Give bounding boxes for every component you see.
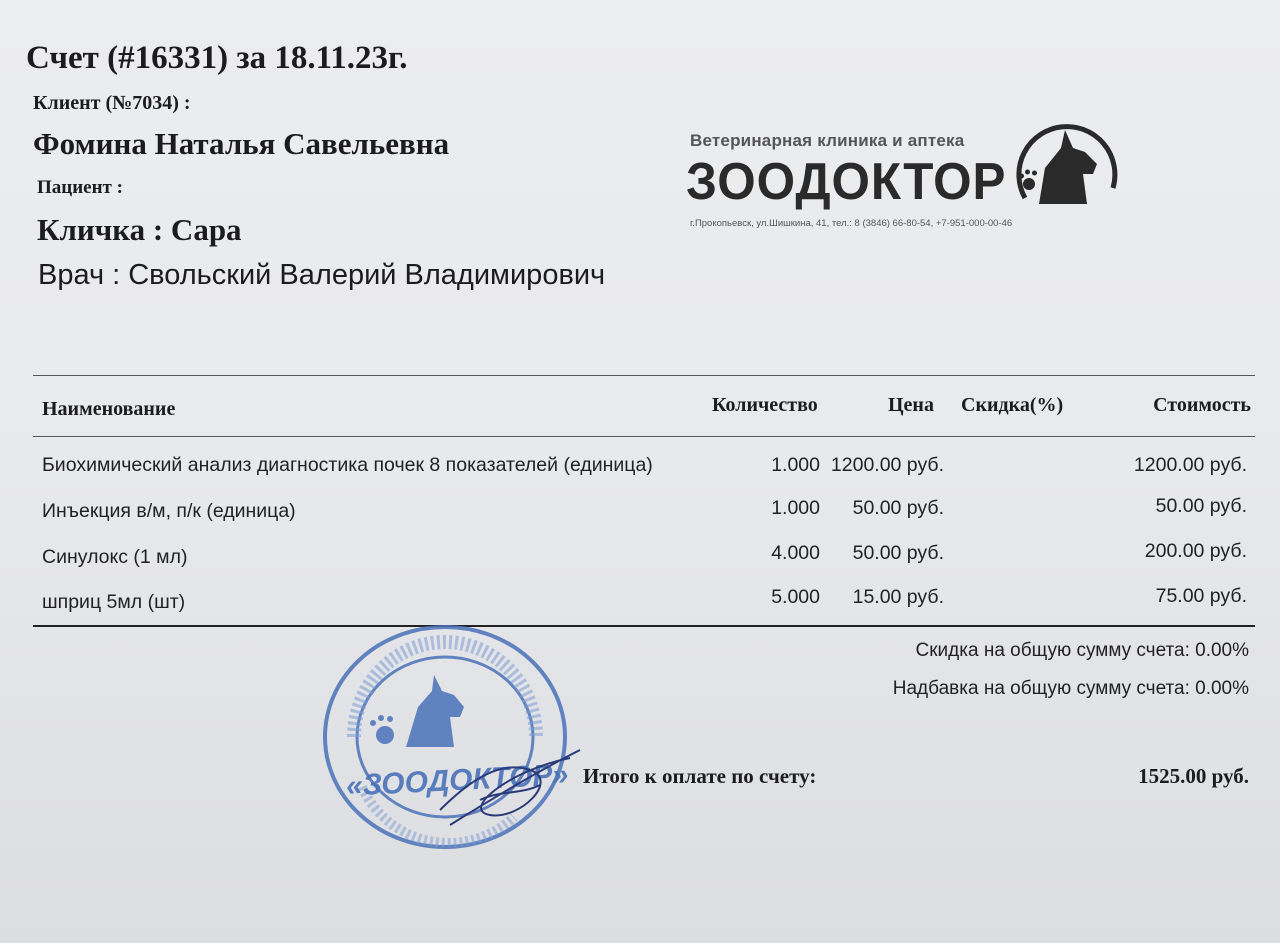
stamp-brand: «ЗООДОКТОР» [345, 758, 570, 803]
pet-name: Кличка : Сара [37, 212, 242, 247]
header-cost: Стоимость [1153, 394, 1251, 416]
markup-summary: Надбавка на общую сумму счета: 0.00% [892, 678, 1249, 699]
row-price: 50.00 руб. [852, 542, 944, 564]
signature [430, 740, 590, 830]
row-price: 15.00 руб. [852, 586, 944, 608]
header-name: Наименование [42, 398, 176, 420]
header-qty: Количество [712, 394, 818, 416]
row-name: Биохимический анализ диагностика почек 8 показателей (единица) [42, 454, 653, 476]
row-price: 50.00 руб. [852, 497, 944, 519]
total-value: 1525.00 руб. [1138, 764, 1249, 788]
dog-stamp-icon [370, 675, 464, 747]
header-divider [33, 436, 1255, 437]
logo-subtitle: Ветеринарная клиника и аптека [690, 131, 965, 150]
row-qty: 1.000 [771, 497, 820, 519]
row-cost: 200.00 руб. [1144, 540, 1247, 562]
client-label: Клиент (№7034) : [33, 92, 191, 114]
row-price: 1200.00 руб. [830, 454, 944, 476]
row-cost: 75.00 руб. [1155, 585, 1247, 607]
logo-name: ЗООДОКТОР [686, 153, 1007, 211]
row-name: Синулокс (1 мл) [42, 546, 188, 568]
row-qty: 5.000 [771, 586, 820, 608]
top-divider [33, 375, 1255, 376]
logo-address: г.Прокопьевск, ул.Шишкина, 41, тел.: 8 (3846) 66-80-54, +7-951-000-00-46 [690, 218, 1013, 229]
row-qty: 1.000 [771, 454, 820, 476]
client-name: Фомина Наталья Савельевна [33, 126, 450, 161]
table-bottom-divider [33, 625, 1255, 627]
row-name: Инъекция в/м, п/к (единица) [42, 500, 296, 522]
row-cost: 50.00 руб. [1155, 495, 1247, 517]
discount-summary: Скидка на общую сумму счета: 0.00% [915, 640, 1249, 661]
dog-icon [1005, 118, 1120, 218]
doctor-name: Врач : Свольский Валерий Владимирович [38, 259, 606, 291]
total-label: Итого к оплате по счету: [583, 764, 817, 788]
header-discount: Скидка(%) [961, 394, 1064, 416]
invoice-title: Счет (#16331) за 18.11.23г. [26, 40, 408, 76]
row-qty: 4.000 [771, 542, 820, 564]
header-price: Цена [888, 394, 934, 416]
row-name: шприц 5мл (шт) [42, 591, 186, 613]
row-cost: 1200.00 руб. [1133, 454, 1247, 476]
patient-label: Пациент : [37, 177, 123, 198]
